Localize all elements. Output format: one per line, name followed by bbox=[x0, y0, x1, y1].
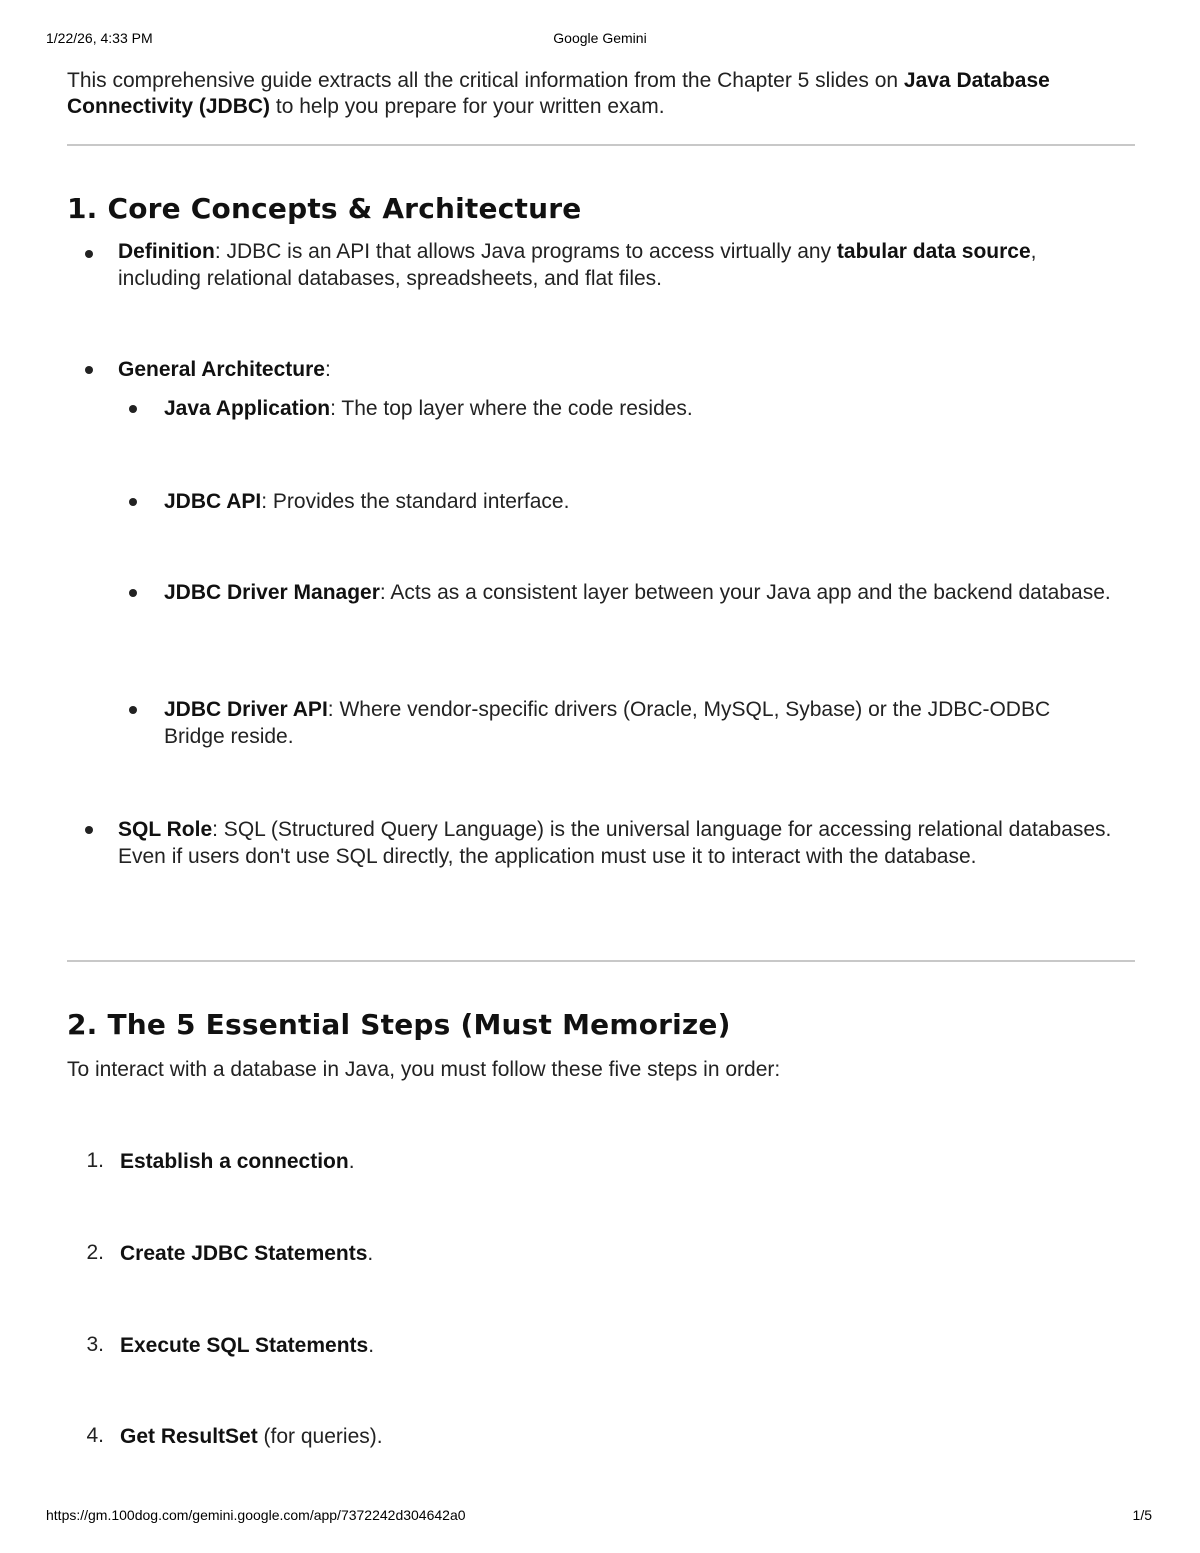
intro-paragraph: This comprehensive guide extracts all the critical information from the Chapter 5 slides on Java Database Connectivity (JDBC) to help you prepare for your written exam. bbox=[67, 69, 1050, 118]
print-title: Google Gemini bbox=[553, 30, 647, 46]
step-number: 2. bbox=[86, 1241, 104, 1264]
list-item-definition: Definition: JDBC is an API that allows Java programs to access virtually any tabular data source, including relational databases, spreadsheets, and flat files. bbox=[118, 240, 1037, 290]
bullet bbox=[85, 250, 93, 258]
list-item-driver-manager: JDBC Driver Manager: Acts as a consistent layer between your Java app and the backend database. bbox=[164, 581, 1111, 604]
step-number: 1. bbox=[86, 1149, 104, 1172]
step-item: Create JDBC Statements. bbox=[120, 1242, 374, 1265]
print-header bbox=[0, 30, 1200, 48]
print-datetime: 1/22/26, 4:33 PM bbox=[46, 30, 153, 46]
list-item-java-application: Java Application: The top layer where the code resides. bbox=[164, 397, 693, 420]
list-item-architecture: General Architecture: bbox=[118, 358, 331, 381]
print-footer bbox=[0, 1507, 1200, 1525]
document-content bbox=[67, 68, 1135, 1448]
section-divider bbox=[67, 960, 1135, 962]
list-item-sql-role: SQL Role: SQL (Structured Query Language) is the universal language for accessing relational databases. Even if users don't use SQL directly, the application must use it to interact with the database. bbox=[118, 818, 1112, 868]
bullet bbox=[129, 498, 137, 506]
steps-intro: To interact with a database in Java, you must follow these five steps in order: bbox=[67, 1058, 781, 1081]
section-heading: 2. The 5 Essential Steps (Must Memorize) bbox=[67, 1008, 731, 1041]
step-number: 4. bbox=[86, 1424, 104, 1447]
print-url: https://gm.100dog.com/gemini.google.com/app/7372242d304642a0 bbox=[46, 1507, 466, 1523]
list-item-driver-api: JDBC Driver API: Where vendor-specific drivers (Oracle, MySQL, Sybase) or the JDBC-ODBC Bridge reside. bbox=[164, 698, 1051, 748]
bullet bbox=[129, 405, 137, 413]
step-number: 3. bbox=[86, 1333, 104, 1356]
bullet bbox=[85, 366, 93, 374]
bullet bbox=[129, 706, 137, 714]
section-divider bbox=[67, 144, 1135, 146]
bullet bbox=[85, 826, 93, 834]
bullet bbox=[129, 589, 137, 597]
section-heading: 1. Core Concepts & Architecture bbox=[67, 192, 582, 225]
step-item: Establish a connection. bbox=[120, 1150, 355, 1173]
list-item-jdbc-api: JDBC API: Provides the standard interface. bbox=[164, 490, 570, 513]
step-item: Get ResultSet (for queries). bbox=[120, 1425, 383, 1448]
page-number: 1/5 bbox=[1132, 1507, 1152, 1523]
step-item: Execute SQL Statements. bbox=[120, 1334, 375, 1357]
